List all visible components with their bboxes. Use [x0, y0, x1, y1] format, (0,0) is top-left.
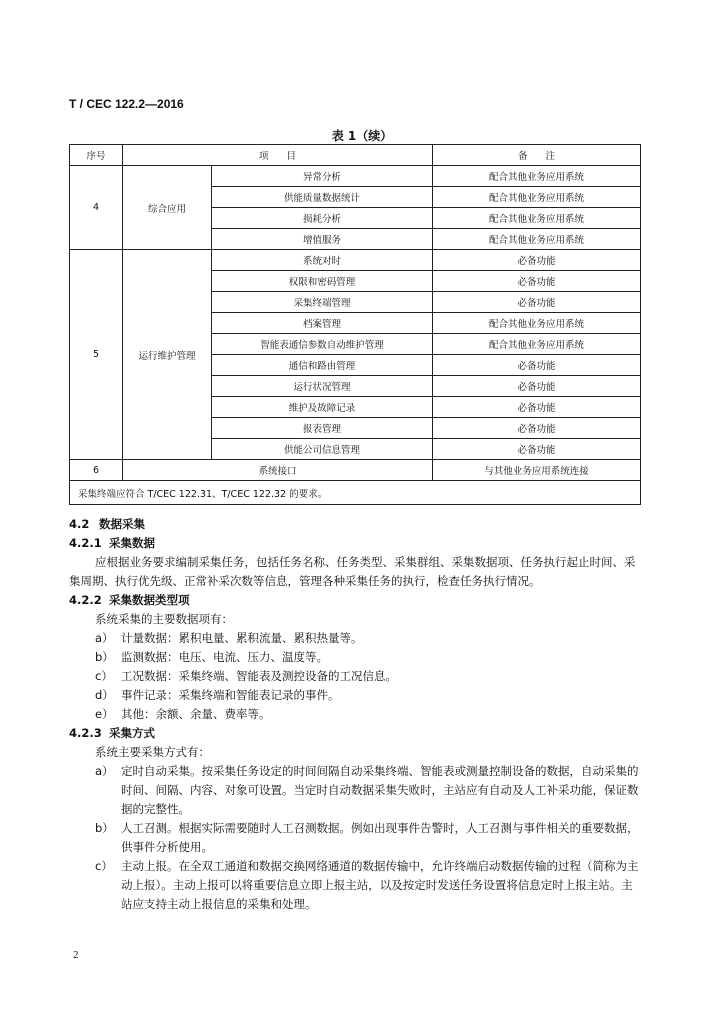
- heading-title: 采集数据类型项: [109, 593, 190, 607]
- list-text: 监测数据：电压、电流、压力、温度等。: [121, 650, 328, 664]
- note-cell: 配合其他业务应用系统: [433, 334, 641, 355]
- item-cell: 通信和路由管理: [212, 355, 433, 376]
- note-cell: 与其他业务应用系统连接: [433, 460, 641, 481]
- note-cell: 必备功能: [433, 397, 641, 418]
- list-item: [69, 705, 644, 724]
- heading-4-2-1: [69, 534, 644, 553]
- table-footnote: 采集终端应符合 T/CEC 122.31、T/CEC 122.32 的要求。: [70, 481, 641, 505]
- list-item: [69, 686, 644, 705]
- col-header-seq: 序号: [70, 145, 123, 166]
- item-cell: 采集终端管理: [212, 292, 433, 313]
- category-cell: 综合应用: [123, 166, 212, 250]
- list-label: c）: [95, 669, 113, 683]
- table-footnote-row: [70, 481, 641, 505]
- table-row: [70, 250, 641, 271]
- list-label: c）: [95, 859, 113, 873]
- heading-4-2-2: [69, 591, 644, 610]
- item-cell: 维护及故障记录: [212, 397, 433, 418]
- item-cell: 增值服务: [212, 229, 433, 250]
- item-cell: 供能质量数据统计: [212, 187, 433, 208]
- list-item: [69, 667, 644, 686]
- item-cell: 系统对时: [212, 250, 433, 271]
- item-cell: 系统接口: [123, 460, 433, 481]
- note-cell: 配合其他业务应用系统: [433, 166, 641, 187]
- note-cell: 必备功能: [433, 271, 641, 292]
- list-text: 事件记录：采集终端和智能表记录的事件。: [121, 688, 340, 702]
- note-cell: 配合其他业务应用系统: [433, 208, 641, 229]
- heading-title: 采集数据: [109, 536, 155, 550]
- item-cell: 运行状况管理: [212, 376, 433, 397]
- item-cell: 档案管理: [212, 313, 433, 334]
- list-text: 人工召测。根据实际需要随时人工召测数据。例如出现事件告警时，人工召测与事件相关的重要数据，供事件分析使用。: [121, 821, 639, 854]
- heading-title: 数据采集: [99, 517, 145, 531]
- list-label: b）: [95, 650, 114, 664]
- heading-number: 4.2.1: [69, 536, 102, 550]
- seq-cell: 6: [70, 460, 123, 481]
- seq-cell: 5: [70, 250, 123, 460]
- list-item: [69, 819, 644, 857]
- heading-4-2-3: [69, 724, 644, 743]
- list-label: a）: [95, 631, 114, 645]
- heading-number: 4.2.3: [69, 726, 102, 740]
- list-label: a）: [95, 764, 114, 778]
- list-text: 主动上报。在全双工通道和数据交换网络通道的数据传输中，允许终端启动数据传输的过程（简称为主动上报）。主动上报可以将重要信息立即上报主站，以及按定时发送任务设置将信息定时上报主站。主站应支持主动上报信息的采集和处理。: [121, 859, 639, 911]
- category-cell: 运行维护管理: [123, 250, 212, 460]
- standard-code: T / CEC 122.2—2016: [69, 97, 184, 111]
- col-header-item: 项 目: [123, 145, 433, 166]
- col-header-note: 备 注: [433, 145, 641, 166]
- item-cell: 损耗分析: [212, 208, 433, 229]
- seq-cell: 4: [70, 166, 123, 250]
- note-cell: 必备功能: [433, 376, 641, 397]
- list-text: 其他：余额、余量、费率等。: [121, 707, 271, 721]
- list-label: e）: [95, 707, 114, 721]
- table-row: [70, 166, 641, 187]
- list-item: [69, 648, 644, 667]
- paragraph: 系统主要采集方式有：: [95, 745, 210, 759]
- note-cell: 配合其他业务应用系统: [433, 229, 641, 250]
- list-text: 定时自动采集。按采集任务设定的时间间隔自动采集终端、智能表或测量控制设备的数据，自动采集的时间、间隔、内容、对象可设置。当定时自动数据采集失败时，主站应有自动及人工补采功能，保证数据的完整性。: [121, 764, 639, 816]
- list-label: b）: [95, 821, 114, 835]
- page-number: 2: [73, 949, 79, 961]
- note-cell: 必备功能: [433, 439, 641, 460]
- heading-title: 采集方式: [109, 726, 155, 740]
- list-item: [69, 857, 644, 914]
- note-cell: 必备功能: [433, 292, 641, 313]
- paragraph: 应根据业务要求编制采集任务，包括任务名称、任务类型、采集群组、采集数据项、任务执行起止时间、采集周期、执行优先级、正常补采次数等信息，管理各种采集任务的执行，检查任务执行情况。: [69, 555, 636, 588]
- item-cell: 智能表通信参数自动维护管理: [212, 334, 433, 355]
- item-cell: 报表管理: [212, 418, 433, 439]
- note-cell: 配合其他业务应用系统: [433, 313, 641, 334]
- table-title: 表 1（续）: [331, 129, 393, 143]
- note-cell: 配合其他业务应用系统: [433, 187, 641, 208]
- item-cell: 供能公司信息管理: [212, 439, 433, 460]
- note-cell: 必备功能: [433, 355, 641, 376]
- heading-number: 4.2.2: [69, 593, 102, 607]
- function-table: [69, 144, 641, 505]
- note-cell: 必备功能: [433, 418, 641, 439]
- heading-number: 4.2: [69, 517, 90, 531]
- paragraph: 系统采集的主要数据项有：: [95, 612, 233, 626]
- item-cell: 异常分析: [212, 166, 433, 187]
- table-header-row: [70, 145, 641, 166]
- list-label: d）: [95, 688, 114, 702]
- list-item: [69, 762, 644, 819]
- list-text: 工况数据：采集终端、智能表及测控设备的工况信息。: [121, 669, 397, 683]
- table-row: [70, 460, 641, 481]
- document-body: [69, 515, 644, 914]
- note-cell: 必备功能: [433, 250, 641, 271]
- list-item: [69, 629, 644, 648]
- list-text: 计量数据：累积电量、累积流量、累积热量等。: [121, 631, 363, 645]
- heading-4-2: [69, 515, 644, 534]
- item-cell: 权限和密码管理: [212, 271, 433, 292]
